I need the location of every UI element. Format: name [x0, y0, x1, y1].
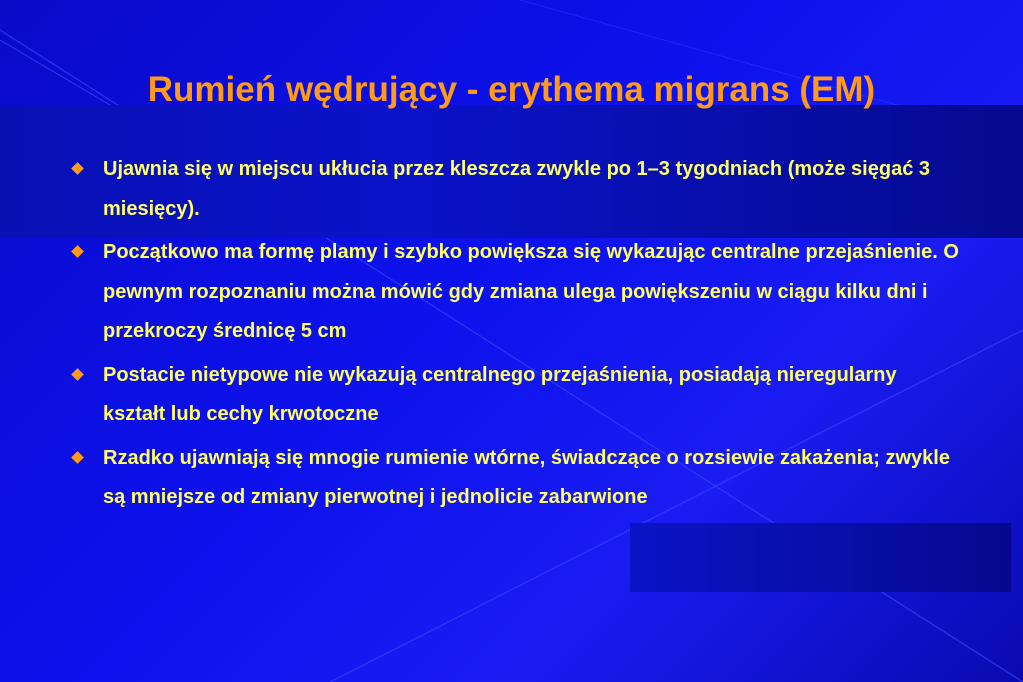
bullet-item — [70, 356, 960, 435]
bullet-item — [70, 439, 960, 518]
bullet-text: Początkowo ma formę plamy i szybko powiększa się wykazując centralne przejaśnienie. O pewnym rozpoznaniu można mówić gdy zmiana ulega powiększeniu w ciągu kilku dni i przekroczy średnicę 5 cm — [103, 241, 959, 342]
bullet-item — [70, 150, 960, 229]
bullet-text: Ujawnia się w miejscu ukłucia przez kleszcza zwykle po 1–3 tygodniach (może sięgać 3 miesięcy). — [103, 158, 930, 220]
diamond-bullet-icon — [71, 162, 84, 175]
bullet-text: Postacie nietypowe nie wykazują centralnego przejaśnienia, posiadają nieregularny kształt lub cechy krwotoczne — [103, 363, 897, 425]
bullet-item — [70, 233, 960, 352]
bullet-list — [70, 150, 960, 518]
diamond-bullet-icon — [71, 245, 84, 258]
diamond-bullet-icon — [71, 451, 84, 464]
slide-title: Rumień wędrujący - erythema migrans (EM) — [147, 70, 876, 110]
bullet-text: Rzadko ujawniają się mnogie rumienie wtórne, świadczące o rozsiewie zakażenia; zwykle są mniejsze od zmiany pierwotnej i jednolicie zabarwione — [103, 446, 950, 508]
decorative-box — [630, 523, 1011, 592]
diamond-bullet-icon — [71, 368, 84, 381]
